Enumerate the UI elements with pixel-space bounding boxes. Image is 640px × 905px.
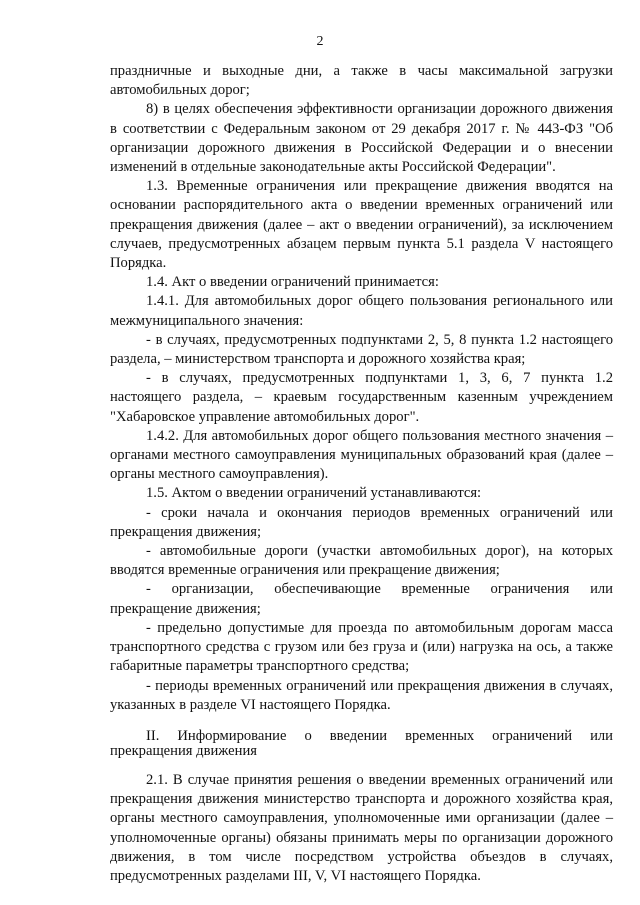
document-body (110, 62, 613, 886)
paragraph: 1.5. Актом о введении ограничений устанавливаются: (146, 485, 482, 502)
list-item: - предельно допустимые для проезда по автомобильным дорогам масса транспортного средства с грузом или без груза и (или) нагрузка на ось, а также габаритные параметры транспортного средства; (110, 619, 613, 675)
list-item: - периоды временных ограничений или прекращения движения в случаях, указанных в разделе VI настоящего Порядка. (110, 677, 613, 713)
list-item: - в случаях, предусмотренных подпунктами 1, 3, 6, 7 пункта 1.2 настоящего раздела, – краевым государственным казенным учреждением "Хабаровское управление автомобильных дорог". (110, 370, 613, 425)
paragraph: праздничные и выходные дни, а также в часы максимальной загрузки автомобильных дорог; (110, 63, 613, 99)
list-item: - сроки начала и окончания периодов временных ограничений или прекращения движения; (110, 504, 613, 540)
list-item: - организации, обеспечивающие временные ограничения или прекращение движения; (110, 581, 613, 617)
paragraph: 1.4. Акт о введении ограничений принимается: (146, 274, 439, 291)
section-heading: II. Информирование о введении временных ограничений или прекращения движения (110, 727, 613, 759)
list-item: - автомобильные дороги (участки автомобильных дорог), на которых вводятся временные ограничения или прекращение движения; (110, 543, 613, 579)
list-item: - в случаях, предусмотренных подпунктами 2, 5, 8 пункта 1.2 настоящего раздела, – министерством транспорта и дорожного хозяйства края; (110, 331, 613, 368)
paragraph: 8) в целях обеспечения эффективности организации дорожного движения в соответствии с Федеральным законом от 29 декабря 2017 г. № 443-ФЗ "Об организации дорожного движения в Российской Федерации и о внесении изменений в отдельные законодательные акты Российской Федерации". (110, 101, 613, 176)
paragraph: 1.4.2. Для автомобильных дорог общего пользования местного значения – органами местного самоуправления муниципальных образований края (далее – органы местного самоуправления). (110, 427, 613, 483)
paragraph: 1.3. Временные ограничения или прекращение движения вводятся на основании распорядительного акта о введении временных ограничений или прекращения движения (далее – акт о введении ограничений), за исключением случаев, предусмотренных абзацем первым пункта 5.1 раздела V настоящего Порядка. (110, 178, 613, 272)
page-number: 2 (316, 34, 324, 49)
paragraph: 1.4.1. Для автомобильных дорог общего пользования регионального или межмуниципального значения: (110, 293, 613, 329)
paragraph: 2.1. В случае принятия решения о введении временных ограничений или прекращения движения министерство транспорта и дорожного хозяйства края, органы местного самоуправления, уполномоченные ими организации (далее – уполномоченные органы) обязаны принимать меры по организации дорожного движения, в том числе посредством устройства объездов в случаях, предусмотренных разделами III, V, VI настоящего Порядка. (110, 771, 613, 884)
